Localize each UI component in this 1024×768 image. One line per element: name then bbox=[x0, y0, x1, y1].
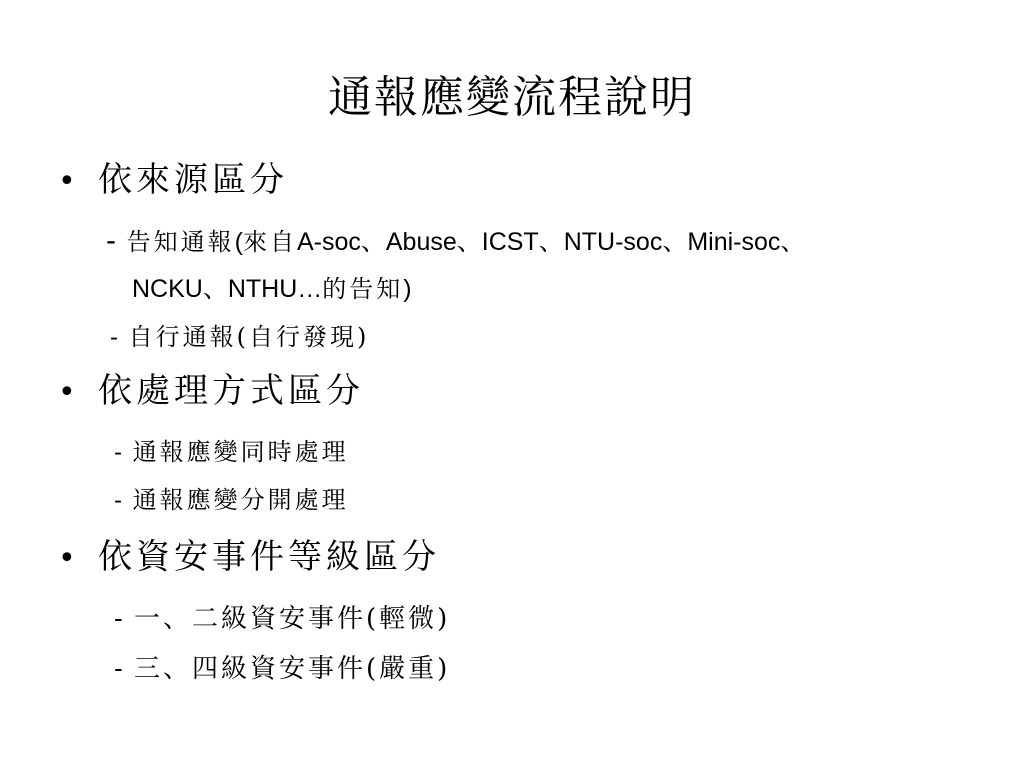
sub-text: 的告知 bbox=[322, 275, 404, 303]
sub-item-severe bbox=[114, 650, 450, 687]
sub-text: 一、二級資安事件(輕微) bbox=[133, 604, 451, 634]
bullet-heading: 依資安事件等級區分 bbox=[98, 537, 440, 577]
sub-item-notification-cont bbox=[132, 272, 412, 306]
bullet-dot-icon: • bbox=[58, 164, 76, 199]
bullet-source bbox=[58, 158, 288, 204]
sub-item-separate bbox=[114, 483, 349, 518]
bullet-dot-icon: • bbox=[58, 375, 76, 410]
bullet-handling bbox=[58, 369, 364, 415]
sub-item-minor bbox=[114, 600, 450, 637]
sub-dash: - bbox=[114, 487, 122, 514]
sub-text: 通報應變分開處理 bbox=[132, 486, 349, 514]
slide-title: 通報應變流程說明 bbox=[328, 72, 696, 123]
sub-text: A-soc、Abuse、ICST、NTU-soc、Mini-soc、 bbox=[296, 228, 806, 256]
sub-text: 自行通報(自行發現) bbox=[128, 323, 370, 351]
sub-text: 通報應變同時處理 bbox=[132, 438, 349, 466]
sub-item-simultaneous bbox=[114, 435, 349, 470]
sub-text: ) bbox=[403, 275, 412, 303]
bullet-heading: 依處理方式區分 bbox=[98, 371, 364, 411]
bullet-severity bbox=[58, 535, 440, 581]
sub-text: NCKU、NTHU… bbox=[132, 275, 323, 303]
sub-dash: - bbox=[114, 439, 122, 466]
sub-text: 來自 bbox=[242, 228, 297, 256]
sub-dash: - bbox=[106, 224, 116, 257]
bullet-heading: 依來源區分 bbox=[98, 160, 288, 200]
sub-dash: - bbox=[110, 324, 118, 351]
sub-text: 告知通報 bbox=[126, 228, 235, 256]
sub-text: ( bbox=[234, 228, 243, 256]
sub-dash: - bbox=[114, 603, 123, 633]
sub-text: 三、四級資安事件(嚴重) bbox=[133, 654, 451, 684]
sub-dash: - bbox=[114, 653, 123, 683]
sub-item-notification bbox=[106, 224, 805, 259]
bullet-dot-icon: • bbox=[58, 541, 76, 576]
sub-item-self-report bbox=[110, 320, 369, 355]
